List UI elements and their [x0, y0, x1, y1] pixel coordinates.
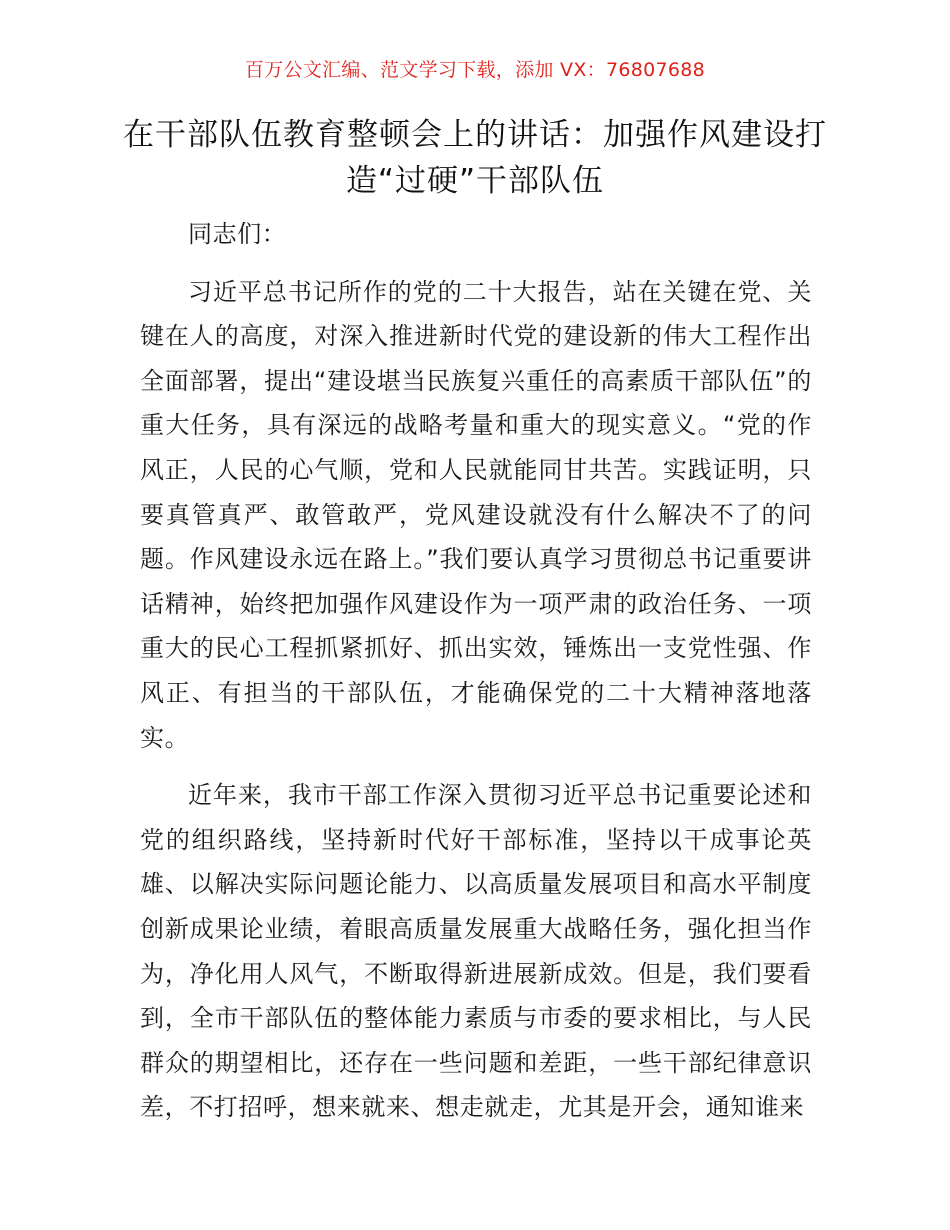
salutation: 同志们：: [188, 220, 287, 248]
document-body: [140, 212, 812, 1143]
paragraph-1: 习近平总书记所作的党的二十大报告，站在关键在党、关键在人的高度，对深入推进新时代党的建设新的伟大工程作出全面部署，提出“建设堪当民族复兴重任的高素质干部队伍”的重大任务，具有深远的战略考量和重大的现实意义。“党的作风正，人民的心气顺，党和人民就能同甘共苦。实践证明，只要真管真严、敢管敢严，党风建设就没有什么解决不了的问题。作风建设永远在路上。”我们要认真学习贯彻总书记重要讲话精神，始终把加强作风建设作为一项严肃的政治任务、一项重大的民心工程抓紧抓好、抓出实效，锤炼出一支党性强、作风正、有担当的干部队伍，才能确保党的二十大精神落地落实。: [140, 277, 812, 752]
download-watermark-note: 百万公文汇编、范文学习下载，添加 VX：76807688: [244, 59, 706, 81]
paragraph-2: 近年来，我市干部工作深入贯彻习近平总书记重要论述和党的组织路线，坚持新时代好干部标准，坚持以干成事论英雄、以解决实际问题论能力、以高质量发展项目和高水平制度创新成果论业绩，着眼高质量发展重大战略任务，强化担当作为，净化用人风气，不断取得新进展新成效。但是，我们要看到，全市干部队伍的整体能力素质与市委的要求相比，与人民群众的期望相比，还存在一些问题和差距，一些干部纪律意识差，不打招呼，想来就来、想走就走，尤其是开会，通知谁来: [140, 781, 812, 1122]
document-title: 在干部队伍教育整顿会上的讲话：加强作风建设打造“过硬”干部队伍: [123, 117, 827, 199]
